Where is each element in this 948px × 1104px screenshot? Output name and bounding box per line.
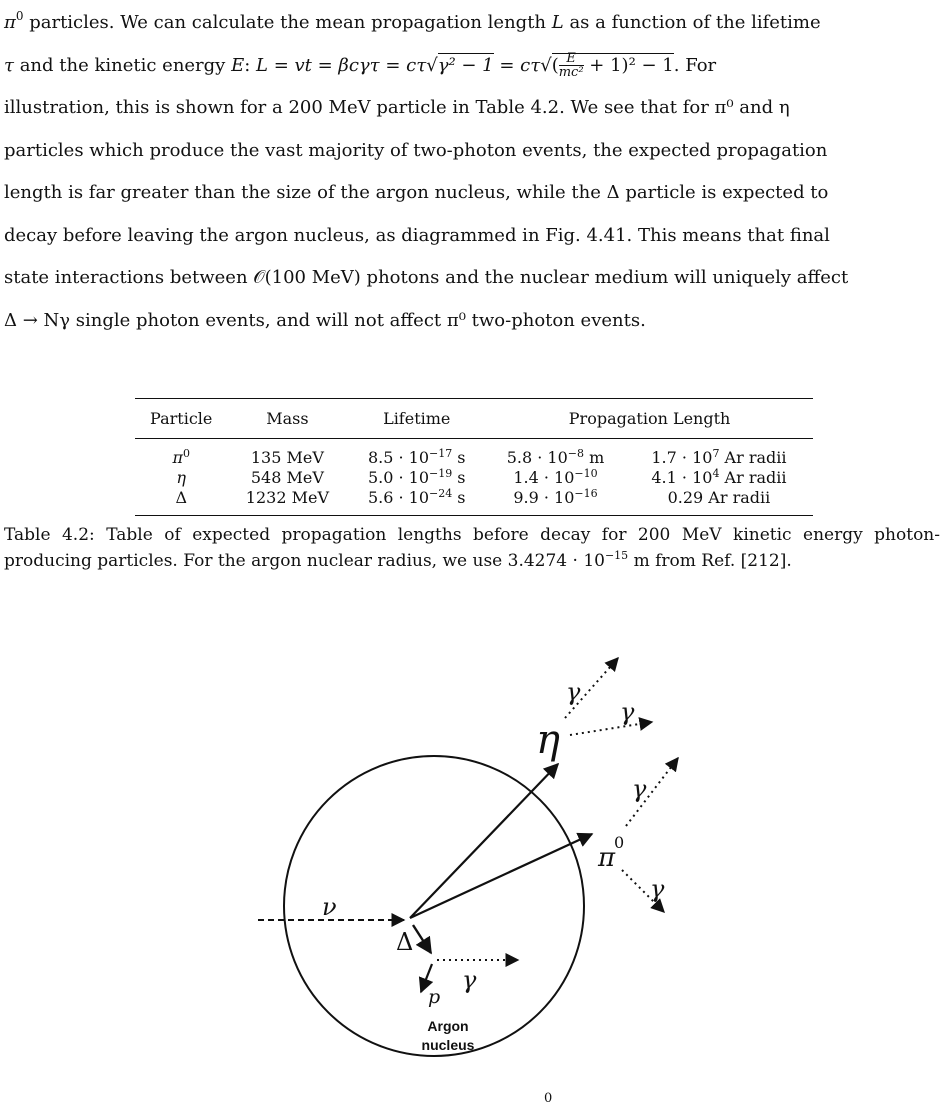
cell-lifetime: $5.0 \cdot 10^{-19}$ s bbox=[367, 467, 466, 487]
pion-gamma-2: γ bbox=[650, 875, 665, 903]
pion-label: π bbox=[598, 843, 616, 873]
cell-ar-radii: $4.1 \cdot 10^4$ Ar radii bbox=[651, 467, 787, 487]
line-8: Δ → Nγ single photon events, and will not affect π⁰ two-photon events. bbox=[4, 309, 646, 331]
eta-gamma-2: γ bbox=[620, 698, 635, 726]
table-caption: Table 4.2: Table of expected propagation lengths before decay for 200 MeV kinetic energy photon-producing particles. For the argon nuclear radius, we use $3.4274 \cdot 10^{-15}$ m from Ref. [212]. bbox=[4, 525, 940, 571]
header-lifetime: Lifetime bbox=[383, 409, 451, 428]
cell-length: $9.9 \cdot 10^{-16}$ bbox=[513, 487, 598, 507]
line-5: length is far greater than the size of the argon nucleus, while the Δ particle is expected to bbox=[4, 182, 829, 203]
eta-photon-2 bbox=[570, 722, 652, 735]
delta-gamma: γ bbox=[462, 966, 477, 994]
header-particle: Particle bbox=[150, 409, 213, 428]
nucleus-label-line2: nucleus bbox=[421, 1037, 475, 1053]
cell-lifetime: $5.6 \cdot 10^{-24}$ s bbox=[367, 487, 466, 507]
proton-label: p bbox=[428, 986, 441, 1008]
equation-inline: L = vt = βcγτ = cτ bbox=[256, 54, 427, 76]
cell-mass: 135 MeV bbox=[250, 448, 324, 467]
cell-lifetime: $8.5 \cdot 10^{-17}$ s bbox=[367, 447, 466, 467]
pion-gamma-1: γ bbox=[632, 775, 647, 803]
line-3: illustration, this is shown for a 200 MeV particle in Table 4.2. We see that for π⁰ and η bbox=[4, 97, 790, 118]
pion-superscript: 0 bbox=[614, 833, 625, 852]
header-propagation-length: Propagation Length bbox=[568, 409, 731, 428]
header-mass: Mass bbox=[266, 409, 309, 428]
figure-caption-fragment: 0 bbox=[544, 1091, 553, 1104]
cell-ar-radii: 0.29 Ar radii bbox=[667, 488, 771, 507]
eta-label: η bbox=[536, 717, 560, 763]
cell-mass: 548 MeV bbox=[250, 468, 324, 487]
energy-fraction: $\frac{E}{\text{mc²}}$ bbox=[558, 51, 584, 80]
cell-ar-radii: $1.7 \cdot 10^7$ Ar radii bbox=[651, 447, 787, 467]
line-1: $\pi^0$ particles. We can calculate the mean propagation length L as a function of the lifetime bbox=[4, 9, 821, 33]
cell-particle: η bbox=[176, 468, 187, 487]
cell-mass: 1232 MeV bbox=[245, 488, 329, 507]
cell-length: $1.4 \cdot 10^{-10}$ bbox=[513, 467, 598, 487]
line-2: τ and the kinetic energy E: L = vt = βcγτ = cτ√γ² − 1 = cτ√( $\frac{E}{\text{mc²}}$ + 1)² − 1. For bbox=[4, 51, 717, 80]
eta-arrow bbox=[410, 764, 558, 918]
delta-label: Δ bbox=[396, 928, 414, 956]
line-4: particles which produce the vast majority of two-photon events, the expected propagation bbox=[4, 139, 828, 161]
cell-particle: $\pi^0$ bbox=[172, 447, 190, 467]
line-7: state interactions between 𝒪(100 MeV) photons and the nuclear medium will uniquely affect bbox=[4, 267, 849, 288]
cell-length: $5.8 \cdot 10^{-8}$ m bbox=[506, 447, 605, 467]
line-6: decay before leaving the argon nucleus, as diagrammed in Fig. 4.41. This means that final bbox=[4, 224, 830, 246]
delta-decay-arrow bbox=[413, 925, 431, 953]
cell-particle: Δ bbox=[175, 488, 187, 507]
pion-arrow bbox=[410, 834, 592, 918]
nucleus-label-line1: Argon bbox=[427, 1018, 469, 1034]
neutrino-label: ν bbox=[322, 893, 337, 921]
eta-gamma-1: γ bbox=[566, 678, 581, 706]
